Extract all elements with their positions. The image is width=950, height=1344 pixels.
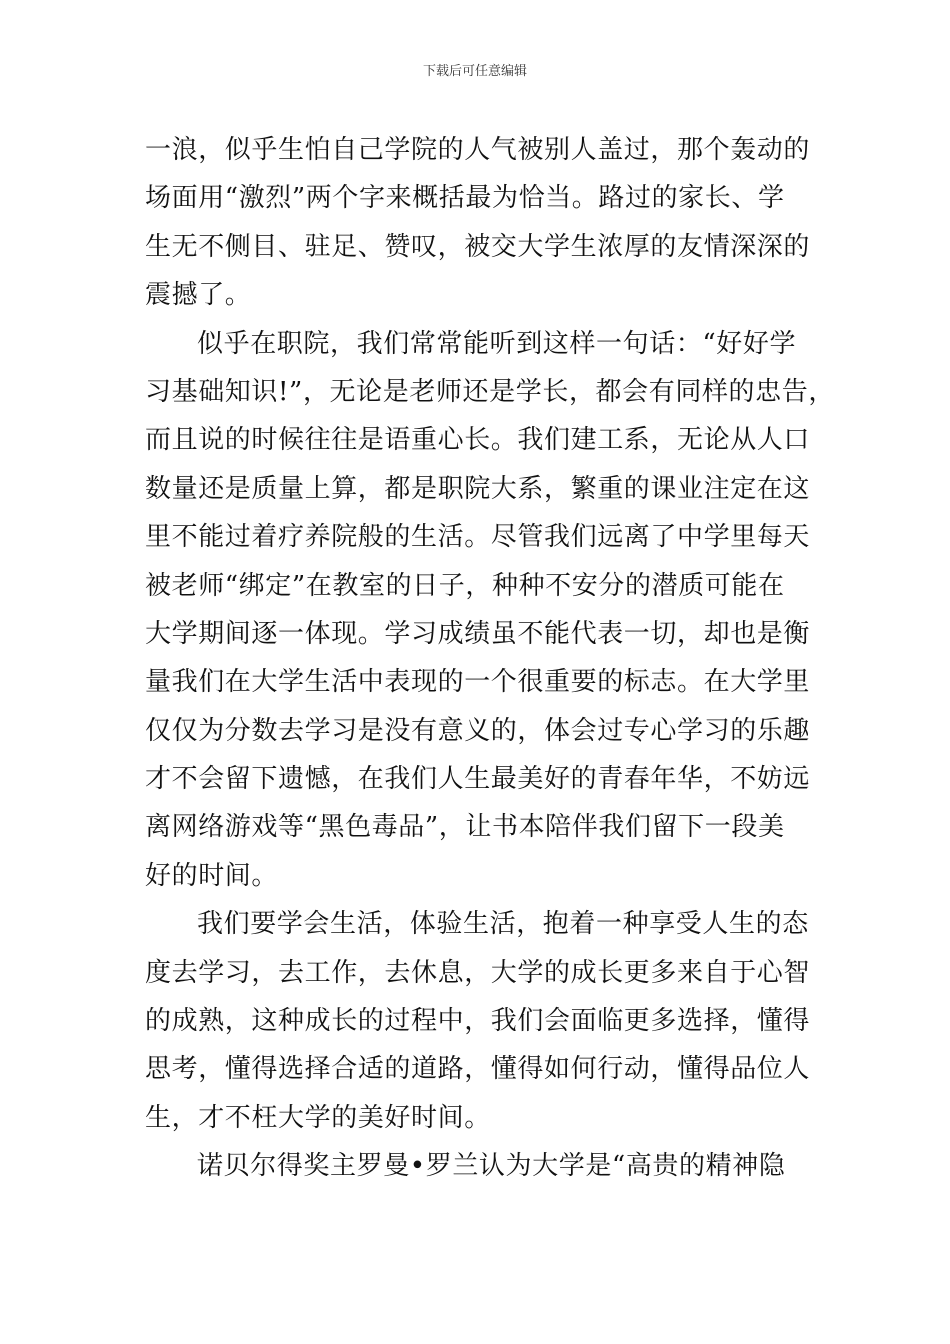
text-line: 震撼了。 (145, 280, 252, 311)
text-line: 才不会留下遗憾，在我们人生最美好的青春年华，不妨远 (145, 764, 811, 795)
paragraph-3 (145, 900, 810, 1142)
text-line: 似乎在职院，我们常常能听到这样一句话：“好好学 (197, 328, 797, 359)
text-line: 仅仅为分数去学习是没有意义的，体会过专心学习的乐趣 (145, 715, 811, 746)
text-line: 生无不侧目、驻足、赞叹，被交大学生浓厚的友情深深的 (145, 231, 811, 262)
text-line: 习基础知识!”，无论是老师还是学长，都会有同样的忠告， (145, 376, 835, 407)
text-line: 好的时间。 (145, 860, 279, 891)
paragraph-2 (145, 320, 835, 901)
paragraph-4 (145, 1142, 810, 1190)
text-line: 大学期间逐一体现。学习成绩虽不能代表一切，却也是衡 (145, 618, 811, 649)
paragraph-1 (145, 126, 810, 320)
text-line: 我们要学会生活，体验生活，抱着一种享受人生的态 (197, 909, 809, 940)
text-line: 生，才不枉大学的美好时间。 (145, 1102, 491, 1133)
page-header: 下载后可任意编辑 (422, 64, 527, 79)
text-line: 而且说的时候往往是语重心长。我们建工系，无论从人口 (145, 425, 811, 456)
text-line: 场面用“激烈”两个字来概括最为恰当。路过的家长、学 (145, 183, 785, 214)
text-line: 数量还是质量上算，都是职院大系，繁重的课业注定在这 (145, 473, 811, 504)
text-line: 离网络游戏等“黑色毒品”，让书本陪伴我们留下一段美 (145, 812, 785, 843)
text-line: 的成熟，这种成长的过程中，我们会面临更多选择，懂得 (145, 1006, 811, 1037)
document-body (145, 126, 835, 1191)
text-line: 度去学习，去工作，去休息，大学的成长更多来自于心智 (145, 957, 811, 988)
text-line: 里不能过着疗养院般的生活。尽管我们远离了中学里每天 (145, 522, 811, 553)
text-line: 诺贝尔得奖主罗曼•罗兰认为大学是“高贵的精神隐 (197, 1151, 786, 1182)
text-line: 思考，懂得选择合适的道路，懂得如何行动，懂得品位人 (145, 1054, 811, 1085)
text-line: 被老师“绑定”在教室的日子，种种不安分的潜质可能在 (145, 570, 785, 601)
text-line: 量我们在大学生活中表现的一个很重要的标志。在大学里 (145, 667, 811, 698)
text-line: 一浪，似乎生怕自己学院的人气被别人盖过，那个轰动的 (145, 135, 811, 165)
